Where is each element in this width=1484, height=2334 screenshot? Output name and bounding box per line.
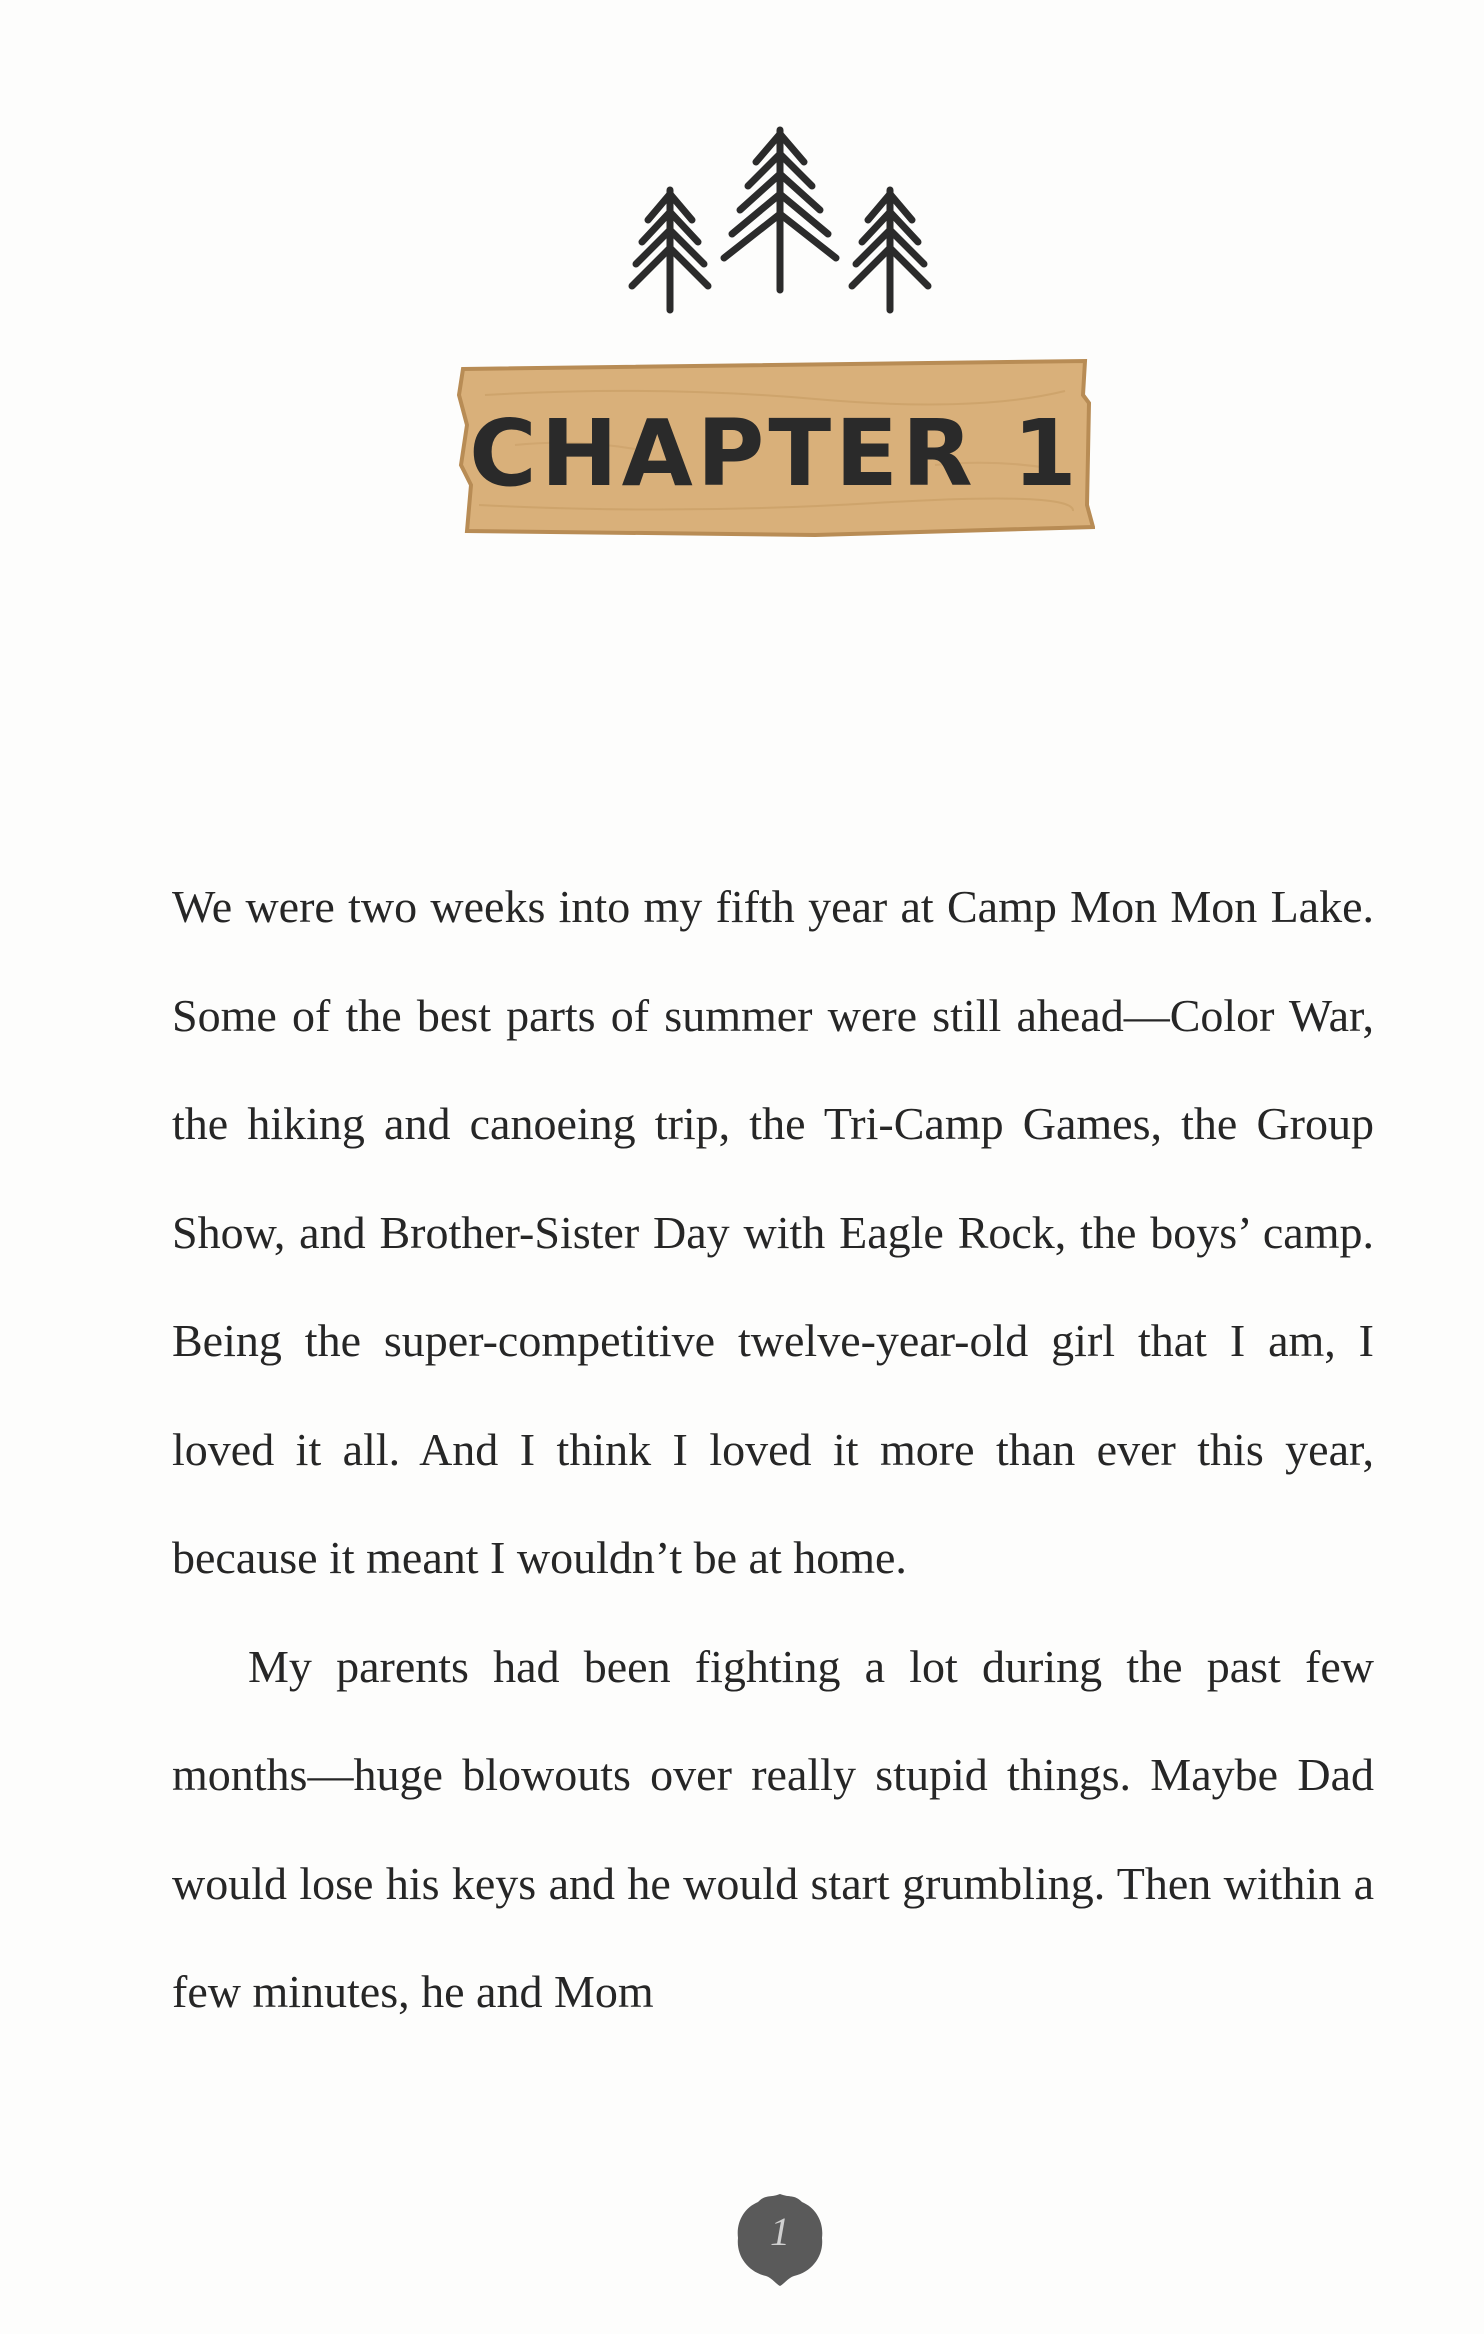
- body-text: [172, 853, 1374, 2047]
- page-folio: [732, 2188, 828, 2288]
- chapter-sign: [455, 355, 1095, 545]
- paragraph: We were two weeks into my fifth year at Camp Mon Mon Lake. Some of the best parts of summer were still ahead—Color War, the hiking and canoeing trip, the Tri-Camp Games, the Group Show, and Brother-Sister Day with Eagle Rock, the boys’ camp. Being the super-competitive twelve-year-old girl that I am, I loved it all. And I think I loved it more than ever this year, because it meant I wouldn’t be at home.: [172, 881, 1374, 1583]
- chapter-title: CHAPTER 1: [469, 399, 1081, 507]
- pine-trees-icon: [620, 120, 940, 320]
- page-number: 1: [770, 2209, 790, 2254]
- paragraph: My parents had been fighting a lot during the past few months—huge blowouts over really stupid things. Maybe Dad would lose his keys and he would start grumbling. Then within a few minutes, he and Mom: [172, 1640, 1374, 2017]
